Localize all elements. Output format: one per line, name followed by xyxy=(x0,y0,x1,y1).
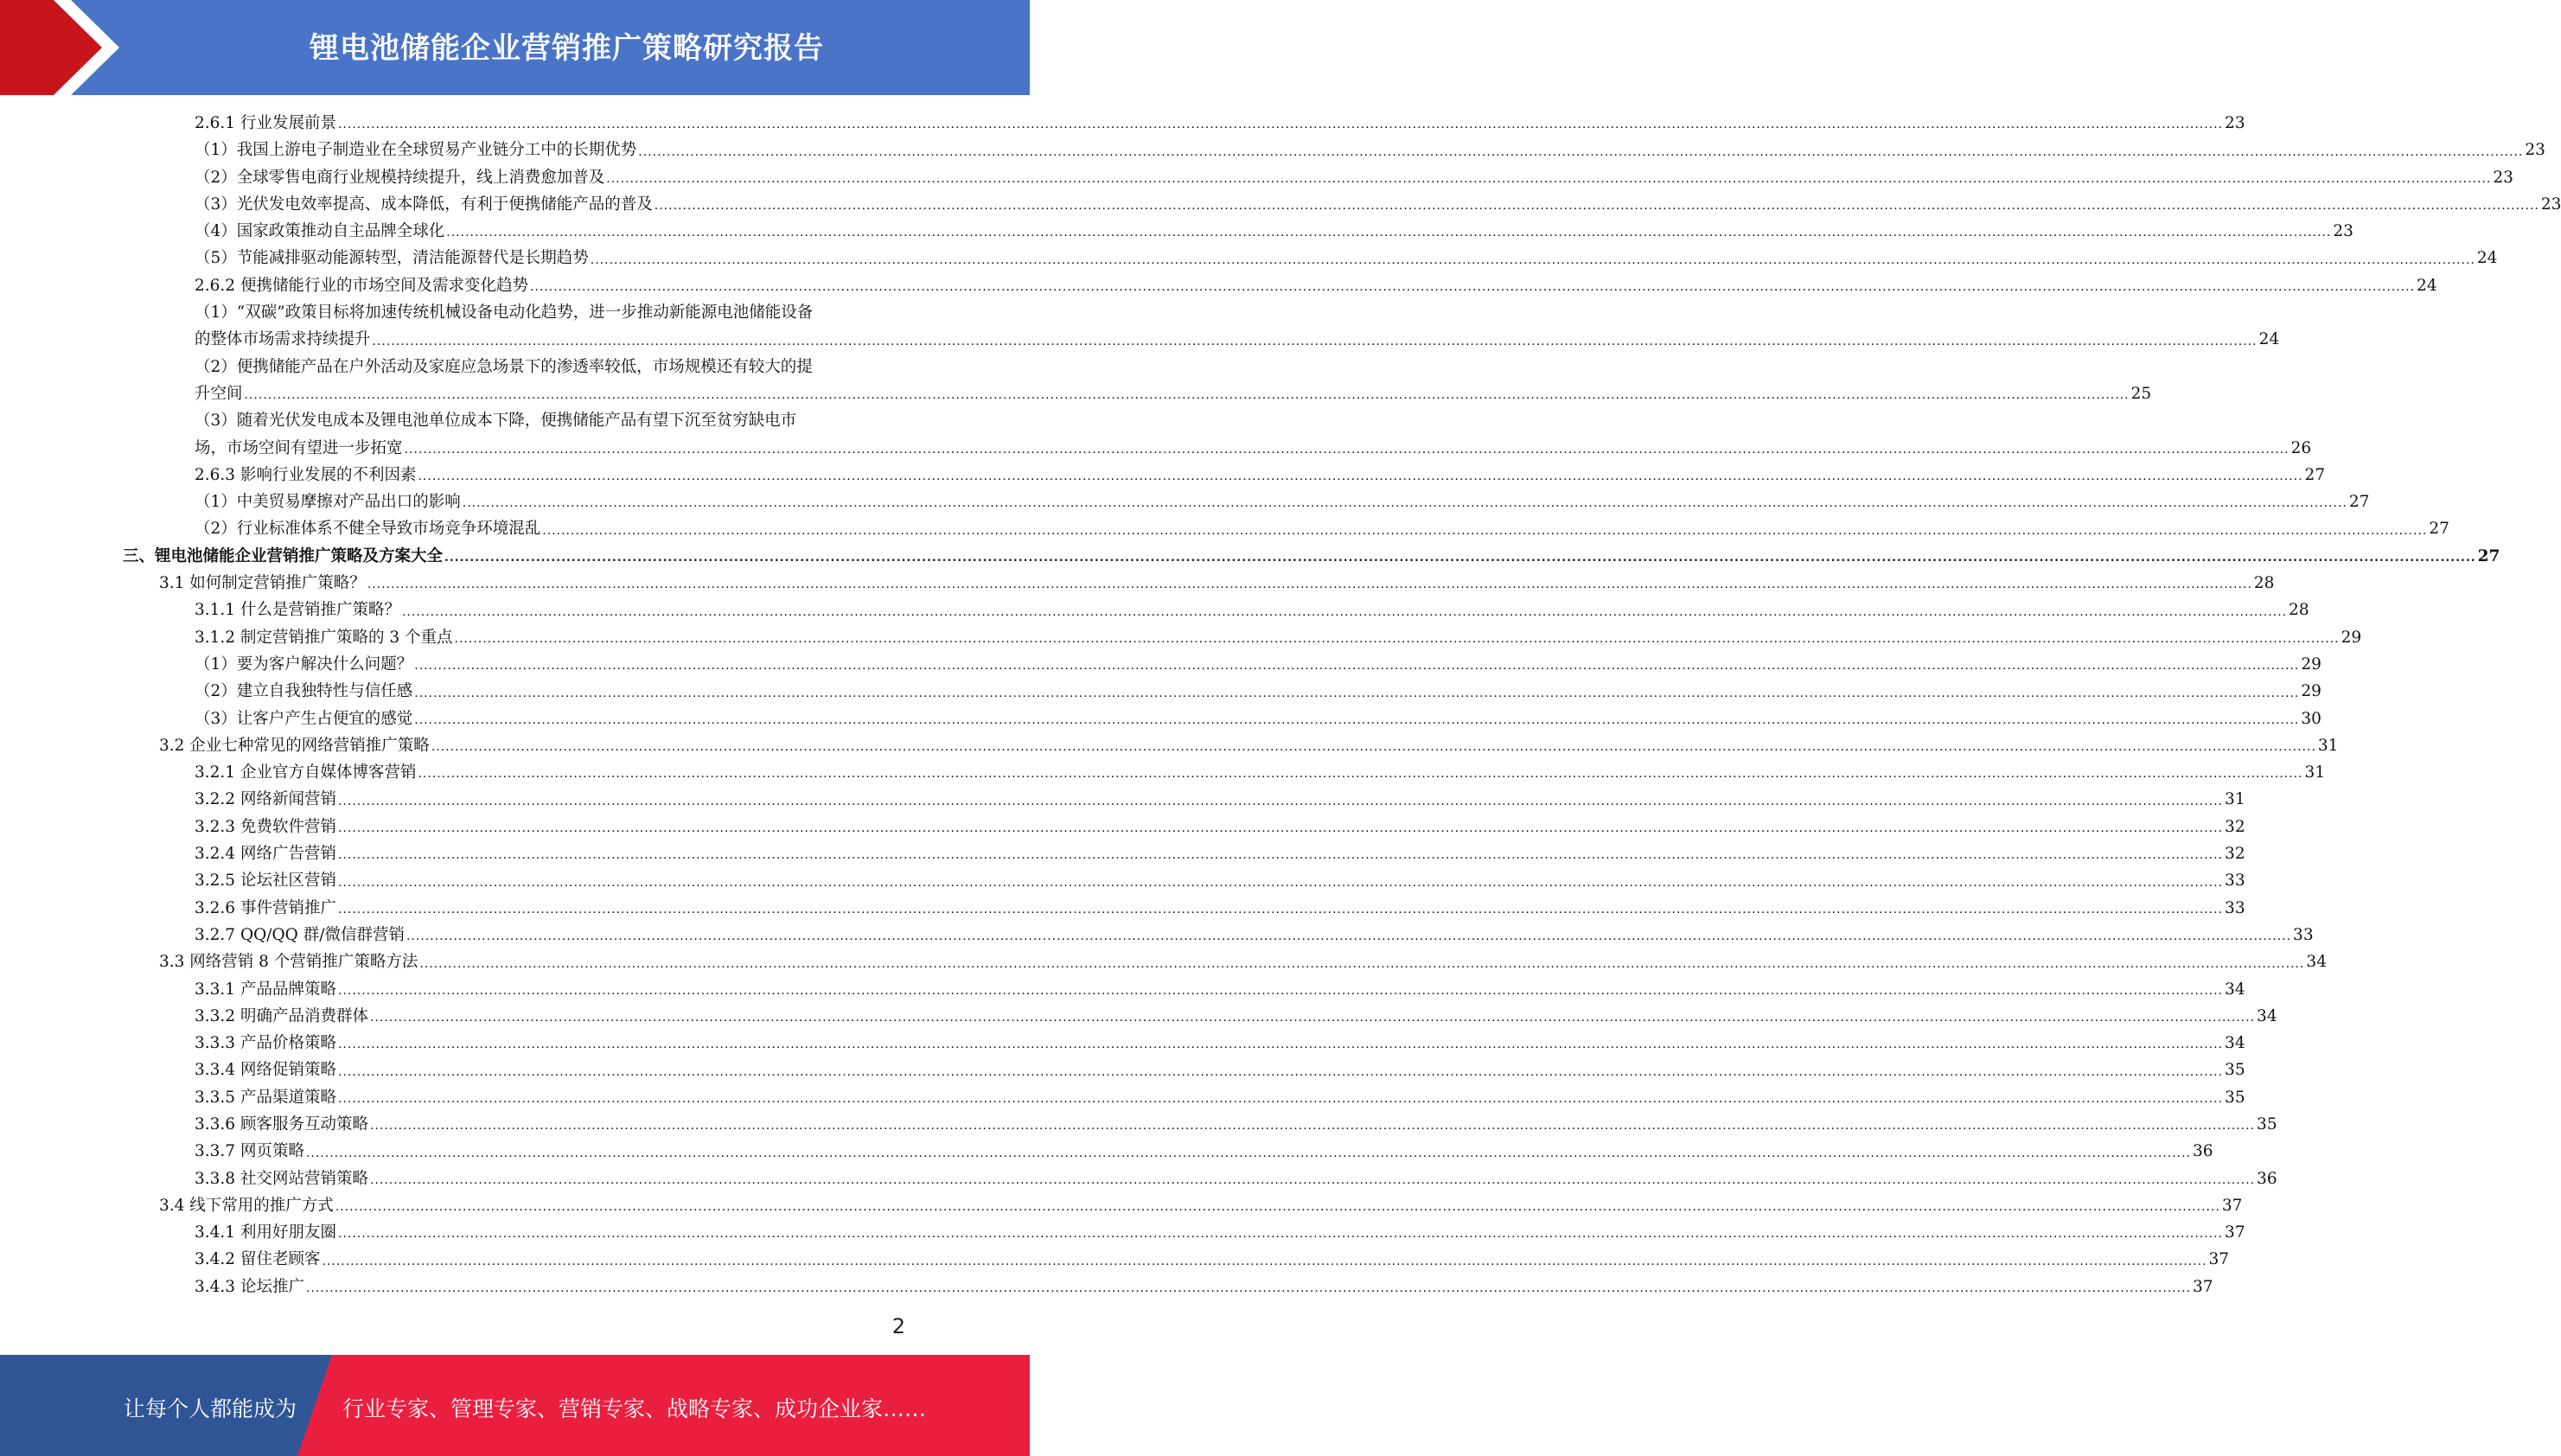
toc-entry[interactable] xyxy=(0,1274,2213,1300)
toc-entry-title: 3.3.1 产品品牌策略 xyxy=(195,980,336,999)
toc-entry[interactable] xyxy=(0,651,2322,678)
toc-dot-leader: ................................................................................................................................................................................................................................................................................................................................................................................................................ xyxy=(414,659,2300,674)
toc-dot-leader: ................................................................................................................................................................................................................................................................................................................................................................................................................ xyxy=(654,199,2539,214)
toc-entry[interactable] xyxy=(0,867,2245,894)
toc-page-number: 29 xyxy=(2341,628,2362,647)
toc-entry-title: 升空间 xyxy=(195,384,243,403)
toc-entry-title: （1）中美贸易摩擦对产品出口的影响 xyxy=(195,493,461,512)
toc-entry-title: 2.6.3 影响行业发展的不利因素 xyxy=(195,465,417,484)
toc-entry[interactable] xyxy=(0,164,2513,191)
toc-page-number: 33 xyxy=(2225,898,2245,917)
toc-entry-title: （4）国家政策推动自主品牌全球化 xyxy=(195,222,445,241)
toc-entry-title: （2）建立自我独特性与信任感 xyxy=(195,682,413,701)
toc-page-number: 33 xyxy=(2225,872,2245,891)
toc-dot-leader: ................................................................................................................................................................................................................................................................................................................................................................................................................ xyxy=(337,794,2224,808)
toc-dot-leader: ................................................................................................................................................................................................................................................................................................................................................................................................................ xyxy=(414,712,2300,727)
toc-page-number: 23 xyxy=(2525,141,2545,160)
toc-page-number: 34 xyxy=(2257,1006,2277,1025)
toc-dot-leader: ................................................................................................................................................................................................................................................................................................................................................................................................................ xyxy=(529,280,2416,295)
toc-dot-leader: ................................................................................................................................................................................................................................................................................................................................................................................................................ xyxy=(337,983,2224,998)
toc-entry-title: 3.3.6 顾客服务互动策略 xyxy=(195,1114,368,1134)
toc-entry[interactable] xyxy=(0,137,2545,163)
toc-dot-leader: ................................................................................................................................................................................................................................................................................................................................................................................................................ xyxy=(369,1011,2256,1025)
toc-page-number: 23 xyxy=(2333,222,2353,241)
toc-entry-title: 3.1.2 制定营销推广策略的 3 个重点 xyxy=(195,628,453,647)
toc-dot-leader: ................................................................................................................................................................................................................................................................................................................................................................................................................ xyxy=(606,171,2492,186)
toc-entry[interactable] xyxy=(0,218,2353,245)
toc-page-number: 36 xyxy=(2257,1169,2277,1188)
toc-page-number: 28 xyxy=(2289,601,2309,620)
toc-entry[interactable] xyxy=(0,570,2275,597)
toc-entry[interactable] xyxy=(0,515,2449,542)
toc-dot-leader: ................................................................................................................................................................................................................................................................................................................................................................................................................ xyxy=(446,226,2332,240)
toc-dot-leader: ................................................................................................................................................................................................................................................................................................................................................................................................................ xyxy=(590,252,2475,267)
toc-entry-title: （2）行业标准体系不健全导致市场竞争环境混乱 xyxy=(195,520,541,539)
toc-dot-leader: ................................................................................................................................................................................................................................................................................................................................................................................................................ xyxy=(418,469,2303,484)
toc-entry-title: 3.4.3 论坛推广 xyxy=(195,1277,304,1296)
toc-entry[interactable] xyxy=(0,759,2326,786)
toc-entry-title: 3.2.4 网络广告营销 xyxy=(195,845,336,864)
toc-page-number: 35 xyxy=(2257,1114,2277,1134)
toc-entry[interactable] xyxy=(0,1030,2245,1057)
toc-entry-title: 3.2.3 免费软件营销 xyxy=(195,817,336,836)
toc-dot-leader: ................................................................................................................................................................................................................................................................................................................................................................................................................ xyxy=(542,523,2428,538)
toc-entry-title: 3.4 线下常用的推广方式 xyxy=(159,1196,334,1215)
toc-entry-title: 3.3 网络营销 8 个营销推广策略方法 xyxy=(159,953,418,972)
toc-entry[interactable] xyxy=(0,1003,2277,1030)
toc-page-number: 31 xyxy=(2317,736,2339,755)
toc-entry[interactable] xyxy=(0,624,2362,651)
toc-entry-title: （3）让客户产生占便宜的感觉 xyxy=(195,709,413,728)
toc-page-number: 29 xyxy=(2301,655,2322,674)
toc-page-number: 27 xyxy=(2348,493,2370,512)
toc-page-number: 34 xyxy=(2306,953,2327,972)
toc-dot-leader: ................................................................................................................................................................................................................................................................................................................................................................................................................ xyxy=(337,902,2224,916)
toc-page-number: 35 xyxy=(2225,1088,2245,1107)
toc-entry[interactable] xyxy=(0,732,2339,759)
toc-page-number: 27 xyxy=(2477,546,2500,565)
toc-entry-title: 3.3.4 网络促销策略 xyxy=(195,1061,336,1080)
toc-dot-leader: ................................................................................................................................................................................................................................................................................................................................................................................................................ xyxy=(337,1091,2224,1106)
toc-entry[interactable] xyxy=(0,1246,2230,1273)
toc-page-number: 24 xyxy=(2476,249,2498,268)
toc-page-number: 37 xyxy=(2208,1250,2230,1269)
toc-entry-title: 3.4.1 利用好朋友圈 xyxy=(195,1223,336,1242)
toc-entry[interactable] xyxy=(0,895,2245,922)
toc-entry-title: 3.2.5 论坛社区营销 xyxy=(195,872,336,891)
toc-entry-title: 3.2.6 事件营销推广 xyxy=(195,898,336,917)
toc-dot-leader: ................................................................................................................................................................................................................................................................................................................................................................................................................ xyxy=(335,1200,2220,1215)
toc-page-number: 32 xyxy=(2225,845,2245,864)
toc-dot-leader: ................................................................................................................................................................................................................................................................................................................................................................................................................ xyxy=(337,1227,2224,1242)
toc-dot-leader: ................................................................................................................................................................................................................................................................................................................................................................................................................ xyxy=(337,875,2224,890)
toc-dot-leader: ................................................................................................................................................................................................................................................................................................................................................................................................................ xyxy=(367,578,2252,592)
toc-entry-title: 3.2.1 企业官方自媒体博客营销 xyxy=(195,763,417,782)
toc-entry[interactable] xyxy=(0,299,2280,354)
toc-entry[interactable] xyxy=(0,407,2312,462)
toc-dot-leader: ................................................................................................................................................................................................................................................................................................................................................................................................................ xyxy=(337,118,2224,132)
toc-dot-leader: ................................................................................................................................................................................................................................................................................................................................................................................................................ xyxy=(369,1119,2256,1134)
toc-page-number: 29 xyxy=(2301,682,2322,701)
toc-page-number: 27 xyxy=(2429,520,2449,539)
toc-entry-title: 3.1 如何制定营销推广策略？ xyxy=(159,574,366,593)
toc-entry-title: 3.2.7 QQ/QQ 群/微信群营销 xyxy=(195,925,405,944)
toc-page-number: 23 xyxy=(2493,168,2513,187)
toc-dot-leader: ................................................................................................................................................................................................................................................................................................................................................................................................................ xyxy=(414,686,2300,700)
toc-page-number: 33 xyxy=(2293,925,2314,944)
toc-page-number: 37 xyxy=(2225,1223,2245,1242)
toc-page-number: 31 xyxy=(2304,763,2326,782)
toc-page-number: 35 xyxy=(2225,1061,2245,1080)
toc-entry-title-line: （3）随着光伏发电成本及锂电池单位成本下降，便携储能产品有望下沉至贫穷缺电市 xyxy=(195,412,797,431)
toc-dot-leader: ................................................................................................................................................................................................................................................................................................................................................................................................................ xyxy=(337,821,2224,836)
toc-page-number: 37 xyxy=(2193,1277,2213,1296)
toc-dot-leader: ................................................................................................................................................................................................................................................................................................................................................................................................................ xyxy=(404,442,2290,457)
toc-dot-leader: ................................................................................................................................................................................................................................................................................................................................................................................................................ xyxy=(369,1172,2256,1187)
toc-dot-leader: ................................................................................................................................................................................................................................................................................................................................................................................................................ xyxy=(322,1254,2207,1268)
toc-entry[interactable] xyxy=(0,462,2326,489)
toc-entry-title: （3）光伏发电效率提高、成本降低，有利于便携储能产品的普及 xyxy=(195,195,653,214)
toc-entry-title: 3.3.2 明确产品消费群体 xyxy=(195,1006,368,1025)
toc-entry-title-line: （1）“双碳”政策目标将加速传统机械设备电动化趋势，进一步推动新能源电池储能设备 xyxy=(195,303,814,322)
toc-entry-title: 场，市场空间有望进一步拓宽 xyxy=(195,438,403,457)
toc-dot-leader: ................................................................................................................................................................................................................................................................................................................................................................................................................ xyxy=(244,388,2130,403)
toc-entry[interactable] xyxy=(0,597,2309,623)
toc-entry[interactable] xyxy=(0,1057,2245,1083)
toc-entry-title: 3.3.8 社交网站营销策略 xyxy=(195,1169,368,1188)
toc-entry-title: （5）节能减排驱动能源转型，清洁能源替代是长期趋势 xyxy=(195,249,589,268)
toc-dot-leader: ................................................................................................................................................................................................................................................................................................................................................................................................................ xyxy=(431,740,2316,755)
toc-entry[interactable] xyxy=(0,948,2327,975)
toc-entry[interactable] xyxy=(0,1084,2245,1111)
toc-entry[interactable] xyxy=(0,1111,2277,1138)
toc-dot-leader: ................................................................................................................................................................................................................................................................................................................................................................................................................ xyxy=(401,604,2288,619)
toc-page-number: 34 xyxy=(2225,980,2245,999)
footer-tagline: 行业专家、管理专家、营销专家、战略专家、成功企业家…… xyxy=(342,1396,927,1421)
toc-page-number: 31 xyxy=(2225,790,2245,809)
toc-entry-title: 2.6.2 便携储能行业的市场空间及需求变化趋势 xyxy=(195,276,528,295)
page-header xyxy=(0,0,1030,95)
page-footer xyxy=(0,1355,1030,1456)
toc-entry-title: 3.2.2 网络新闻营销 xyxy=(195,790,336,809)
toc-page-number: 27 xyxy=(2304,465,2326,484)
toc-entry-title: 3.2 企业七种常见的网络营销推广策略 xyxy=(159,736,430,755)
toc-entry-title: 3.4.2 留住老顾客 xyxy=(195,1250,321,1269)
toc-entry[interactable] xyxy=(0,1219,2245,1246)
toc-entry[interactable] xyxy=(0,1138,2213,1165)
toc-page-number: 36 xyxy=(2193,1142,2213,1161)
toc-dot-leader: ................................................................................................................................................................................................................................................................................................................................................................................................................ xyxy=(462,496,2347,511)
toc-entry-title: 3.3.7 网页策略 xyxy=(195,1142,304,1161)
toc-dot-leader: ................................................................................................................................................................................................................................................................................................................................................................................................................ xyxy=(419,956,2305,971)
toc-page-number: 30 xyxy=(2301,709,2322,728)
toc-dot-leader: ................................................................................................................................................................................................................................................................................................................................................................................................................ xyxy=(305,1146,2192,1160)
toc-dot-leader: ................................................................................................................................................................................................................................................................................................................................................................................................................ xyxy=(406,929,2292,944)
toc-entry-title: 3.1.1 什么是营销推广策略？ xyxy=(195,601,400,620)
toc-entry[interactable] xyxy=(0,489,2370,515)
toc-dot-leader: ................................................................................................................................................................................................................................................................................................................................................................................................................ xyxy=(418,767,2303,782)
toc-entry[interactable] xyxy=(0,272,2437,299)
toc-entry-title: 2.6.1 行业发展前景 xyxy=(195,114,336,132)
toc-entry[interactable] xyxy=(0,1192,2243,1219)
toc-page-number: 34 xyxy=(2225,1034,2245,1053)
toc-page-number: 24 xyxy=(2258,330,2280,349)
toc-entry-title: 三、锂电池储能企业营销推广策略及方案大全 xyxy=(123,546,444,565)
toc-entry[interactable] xyxy=(0,814,2245,840)
toc-dot-leader: ................................................................................................................................................................................................................................................................................................................................................................................................................ xyxy=(444,551,2476,565)
toc-entry[interactable] xyxy=(0,354,2152,408)
toc-entry[interactable] xyxy=(0,1165,2277,1192)
toc-page-number: 23 xyxy=(2225,114,2245,132)
toc-dot-leader: ................................................................................................................................................................................................................................................................................................................................................................................................................ xyxy=(337,848,2224,863)
toc-entry[interactable] xyxy=(0,543,2500,570)
document-title: 锂电池储能企业营销推广策略研究报告 xyxy=(310,31,824,66)
toc-page-number: 26 xyxy=(2290,438,2312,457)
toc-page-number: 28 xyxy=(2253,574,2275,593)
toc-page-number: 32 xyxy=(2225,817,2245,836)
toc-entry[interactable] xyxy=(0,976,2245,1003)
table-of-contents xyxy=(0,110,2561,1300)
toc-entry[interactable] xyxy=(0,840,2245,867)
toc-entry-title: （1）我国上游电子制造业在全球贸易产业链分工中的长期优势 xyxy=(195,141,637,160)
page-number: 2 xyxy=(891,1314,905,1338)
toc-dot-leader: ................................................................................................................................................................................................................................................................................................................................................................................................................ xyxy=(638,144,2524,159)
toc-dot-leader: ................................................................................................................................................................................................................................................................................................................................................................................................................ xyxy=(337,1064,2224,1079)
toc-dot-leader: ................................................................................................................................................................................................................................................................................................................................................................................................................ xyxy=(337,1038,2224,1052)
toc-entry-title: 3.3.5 产品渠道策略 xyxy=(195,1088,336,1107)
toc-entry[interactable] xyxy=(0,706,2322,732)
toc-entry[interactable] xyxy=(0,245,2498,271)
toc-page-number: 25 xyxy=(2130,384,2152,403)
toc-entry-title: （2）全球零售电商行业规模持续提升，线上消费愈加普及 xyxy=(195,168,605,187)
toc-page-number: 37 xyxy=(2221,1196,2243,1215)
toc-dot-leader: ................................................................................................................................................................................................................................................................................................................................................................................................................ xyxy=(454,631,2340,646)
toc-dot-leader: ................................................................................................................................................................................................................................................................................................................................................................................................................ xyxy=(372,334,2258,348)
footer-slogan: 让每个人都能成为 xyxy=(124,1396,297,1421)
toc-entry-title: （1）要为客户解决什么问题？ xyxy=(195,655,413,674)
toc-entry-title: 3.3.3 产品价格策略 xyxy=(195,1034,336,1053)
toc-dot-leader: ................................................................................................................................................................................................................................................................................................................................................................................................................ xyxy=(305,1281,2192,1296)
toc-page-number: 24 xyxy=(2417,276,2437,295)
toc-entry[interactable] xyxy=(0,786,2245,813)
toc-entry-title: 的整体市场需求持续提升 xyxy=(195,330,371,349)
toc-entry[interactable] xyxy=(0,922,2314,948)
toc-page-number: 23 xyxy=(2540,195,2561,214)
toc-entry[interactable] xyxy=(0,678,2322,705)
toc-entry[interactable] xyxy=(0,191,2561,218)
toc-entry[interactable] xyxy=(0,110,2245,137)
toc-entry-title-line: （2）便携储能产品在户外活动及家庭应急场景下的渗透率较低，市场规模还有较大的提 xyxy=(195,357,813,376)
